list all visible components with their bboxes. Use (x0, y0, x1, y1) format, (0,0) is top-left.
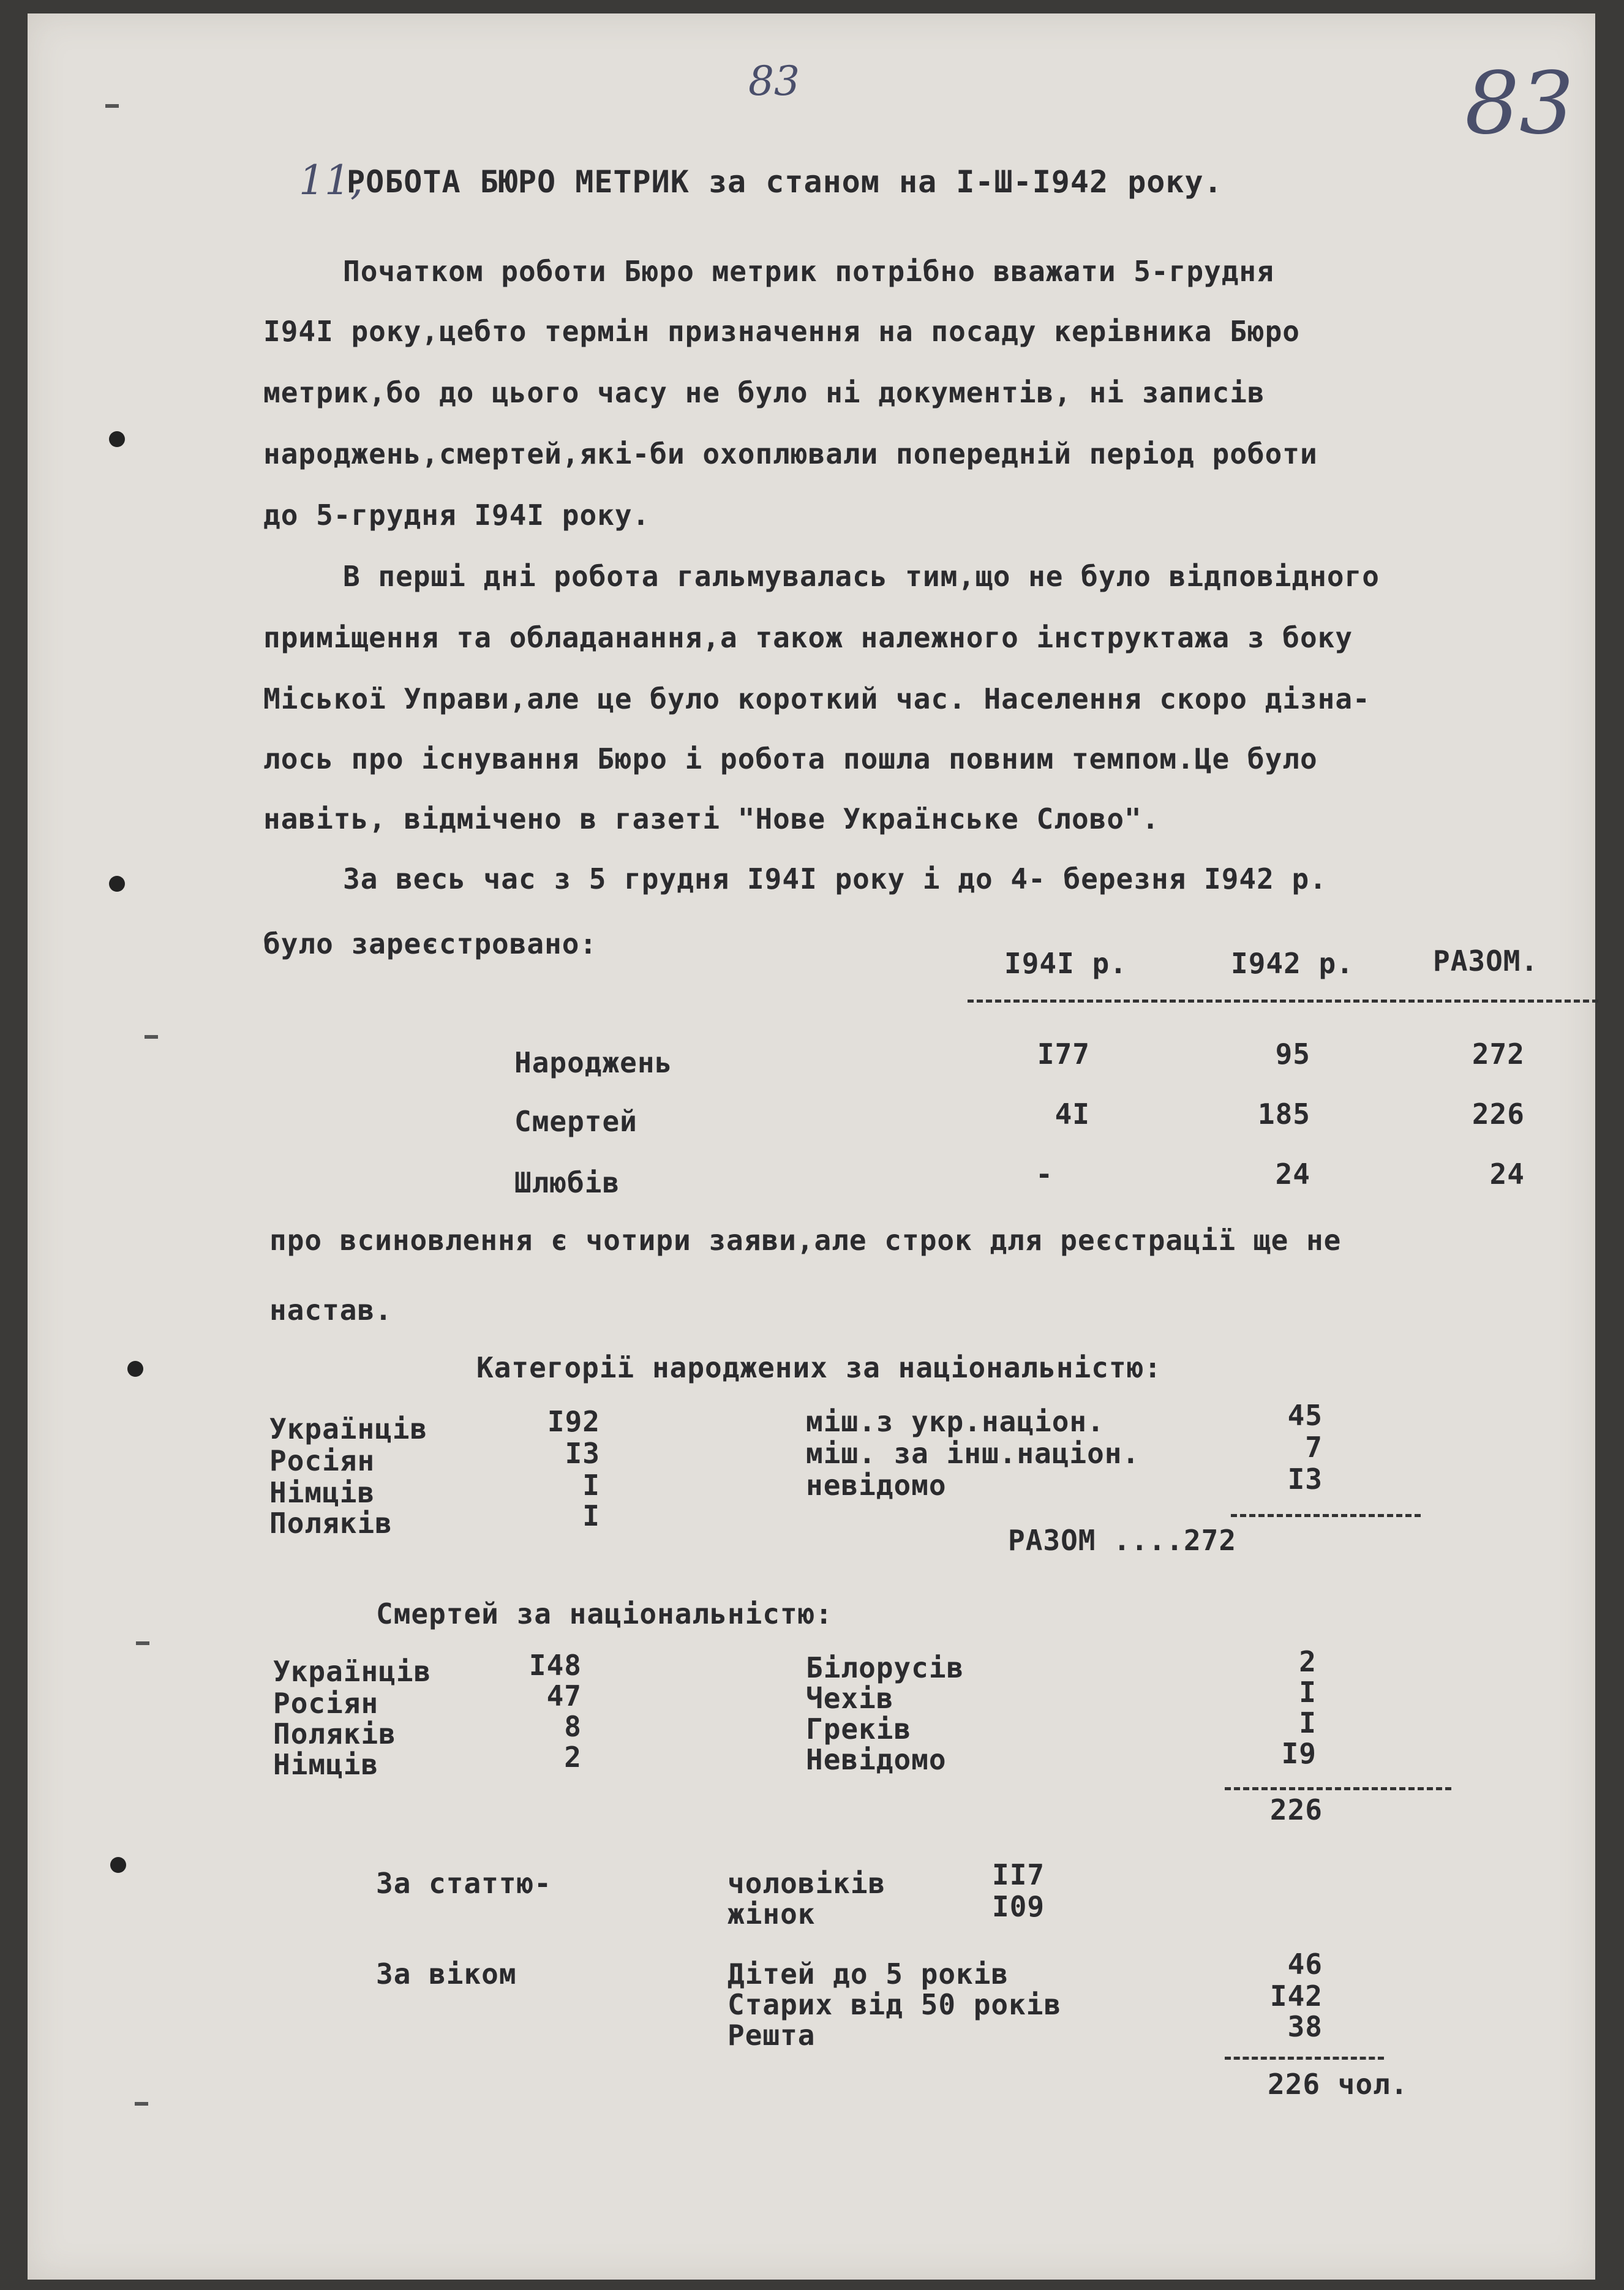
births-right-label: невідомо (806, 1469, 947, 1502)
deaths-left-value: 8 (564, 1710, 582, 1743)
by-age-total: 226 чол. (1268, 2068, 1408, 2101)
births-left-value: I3 (565, 1437, 600, 1470)
births-left-label: Українців (269, 1412, 428, 1445)
deaths-right-label: Греків (806, 1712, 912, 1746)
births-right-label: міш. за інш.націон. (806, 1437, 1140, 1470)
births-left-value: I (582, 1499, 600, 1532)
births-left-value: I92 (547, 1405, 600, 1438)
births-left-label: Поляків (269, 1507, 393, 1540)
by-age-row-value: 46 (1287, 1948, 1323, 1981)
adoption-note-line: про всиновлення є чотири заяви,але строк для реєстрації ще не (269, 1224, 1342, 1257)
table-row-label: Смертей (514, 1105, 637, 1138)
paragraph-line: приміщення та обладанання,а також належного інструктажа з боку (263, 621, 1353, 654)
by-sex-row-label: чоловіків (727, 1867, 886, 1900)
deaths-left-label: Німців (273, 1748, 379, 1781)
by-sex-label: За статтю- (376, 1867, 552, 1900)
by-age-row-label: Дітей до 5 років (727, 1957, 1009, 1991)
table-row-label: Народжень (514, 1046, 673, 1079)
adoption-note-line: настав. (269, 1294, 393, 1327)
document-page (28, 13, 1595, 2280)
table-header-rule (968, 1000, 1598, 1003)
deaths-heading: Смертей за національністю: (376, 1597, 833, 1630)
births-heading: Категорії народжених за національністю: (476, 1351, 1162, 1384)
paragraph-line: навіть, відмічено в газеті "Нове Українське Слово". (263, 802, 1160, 835)
table-row-label: Шлюбів (514, 1166, 620, 1199)
births-right-value: 45 (1287, 1399, 1323, 1432)
paragraph-line: Початком роботи Бюро метрик потрібно вважати 5-грудня (343, 255, 1274, 288)
section-mark: 11, (299, 157, 363, 204)
births-total: РАЗОМ ....272 (1008, 1524, 1237, 1557)
table-cell: 95 (1275, 1038, 1310, 1071)
edge-mark (105, 104, 119, 108)
binder-hole (109, 431, 125, 447)
deaths-left-label: Українців (273, 1655, 432, 1688)
deaths-right-value: I (1299, 1706, 1317, 1739)
births-left-label: Німців (269, 1476, 375, 1509)
deaths-right-value: I9 (1281, 1737, 1317, 1770)
table-header-1941: I94I р. (1004, 947, 1127, 980)
table-cell: - (1036, 1158, 1053, 1191)
table-cell: 4I (1054, 1098, 1090, 1131)
table-cell: 185 (1257, 1098, 1310, 1131)
paragraph-line: метрик,бо до цього часу не було ні документів, ні записів (263, 376, 1265, 409)
births-left-value: I (582, 1469, 600, 1502)
paragraph-line: було зареєстровано: (263, 927, 598, 960)
edge-mark (145, 1035, 158, 1039)
binder-hole (110, 1857, 126, 1873)
table-cell: 24 (1489, 1158, 1525, 1191)
deaths-right-label: Невідомо (806, 1743, 947, 1776)
edge-mark (136, 1641, 149, 1645)
paragraph-line: до 5-грудня I94I року. (263, 499, 650, 532)
by-age-row-value: 38 (1287, 2010, 1323, 2043)
table-header-1942: I942 р. (1231, 947, 1354, 980)
paragraph-line: Міської Управи,але це було короткий час. Населення скоро дізна- (263, 682, 1370, 715)
births-left-label: Росіян (269, 1444, 375, 1477)
by-age-total-rule (1225, 2057, 1384, 2060)
by-age-row-label: Решта (727, 2019, 816, 2052)
binder-hole (127, 1361, 143, 1377)
deaths-left-value: 2 (564, 1741, 582, 1774)
paragraph-line: I94I року,цебто термін призначення на посаду керівника Бюро (263, 315, 1300, 348)
deaths-right-label: Чехів (806, 1682, 894, 1715)
table-header-total: РАЗОМ. (1433, 944, 1539, 977)
deaths-left-label: Поляків (273, 1717, 396, 1750)
table-cell: 226 (1472, 1098, 1525, 1131)
by-sex-row-value: I09 (992, 1890, 1045, 1923)
births-total-rule (1231, 1514, 1421, 1517)
table-cell: 24 (1275, 1158, 1310, 1191)
paragraph-line: За весь час з 5 грудня I94I року і до 4- березня I942 р. (343, 862, 1327, 895)
by-age-row-value: I42 (1269, 1979, 1323, 2013)
table-cell: 272 (1472, 1038, 1525, 1071)
page-number-right: 83 (1465, 54, 1574, 154)
edge-mark (135, 2102, 148, 2106)
births-right-value: 7 (1305, 1431, 1323, 1464)
paragraph-line: лось про існування Бюро і робота пошла повним темпом.Це було (263, 742, 1318, 775)
deaths-right-value: I (1299, 1676, 1317, 1709)
by-age-row-label: Старих від 50 років (727, 1988, 1062, 2021)
deaths-left-value: 47 (546, 1679, 582, 1712)
paragraph-line: народжень,смертей,які-би охоплювали попередній період роботи (263, 437, 1318, 470)
by-sex-row-label: жінок (727, 1897, 816, 1930)
deaths-total-rule (1225, 1787, 1451, 1790)
page-number-top: 83 (748, 58, 800, 105)
document-title: РОБОТА БЮРО МЕТРИК за станом на I-Ш-I942 року. (347, 164, 1223, 200)
births-right-label: міш.з укр.націон. (806, 1405, 1105, 1438)
paragraph-line: В перші дні робота гальмувалась тим,що не було відповідного (343, 560, 1380, 593)
by-age-label: За віком (376, 1957, 517, 1991)
deaths-left-label: Росіян (273, 1687, 379, 1720)
deaths-right-label: Білорусів (806, 1651, 964, 1684)
by-sex-row-value: II7 (992, 1858, 1045, 1891)
table-cell: I77 (1037, 1038, 1090, 1071)
deaths-right-value: 2 (1299, 1645, 1317, 1678)
binder-hole (109, 876, 125, 892)
deaths-left-value: I48 (528, 1649, 582, 1682)
births-right-value: I3 (1287, 1463, 1323, 1496)
deaths-total: 226 (1269, 1793, 1323, 1826)
